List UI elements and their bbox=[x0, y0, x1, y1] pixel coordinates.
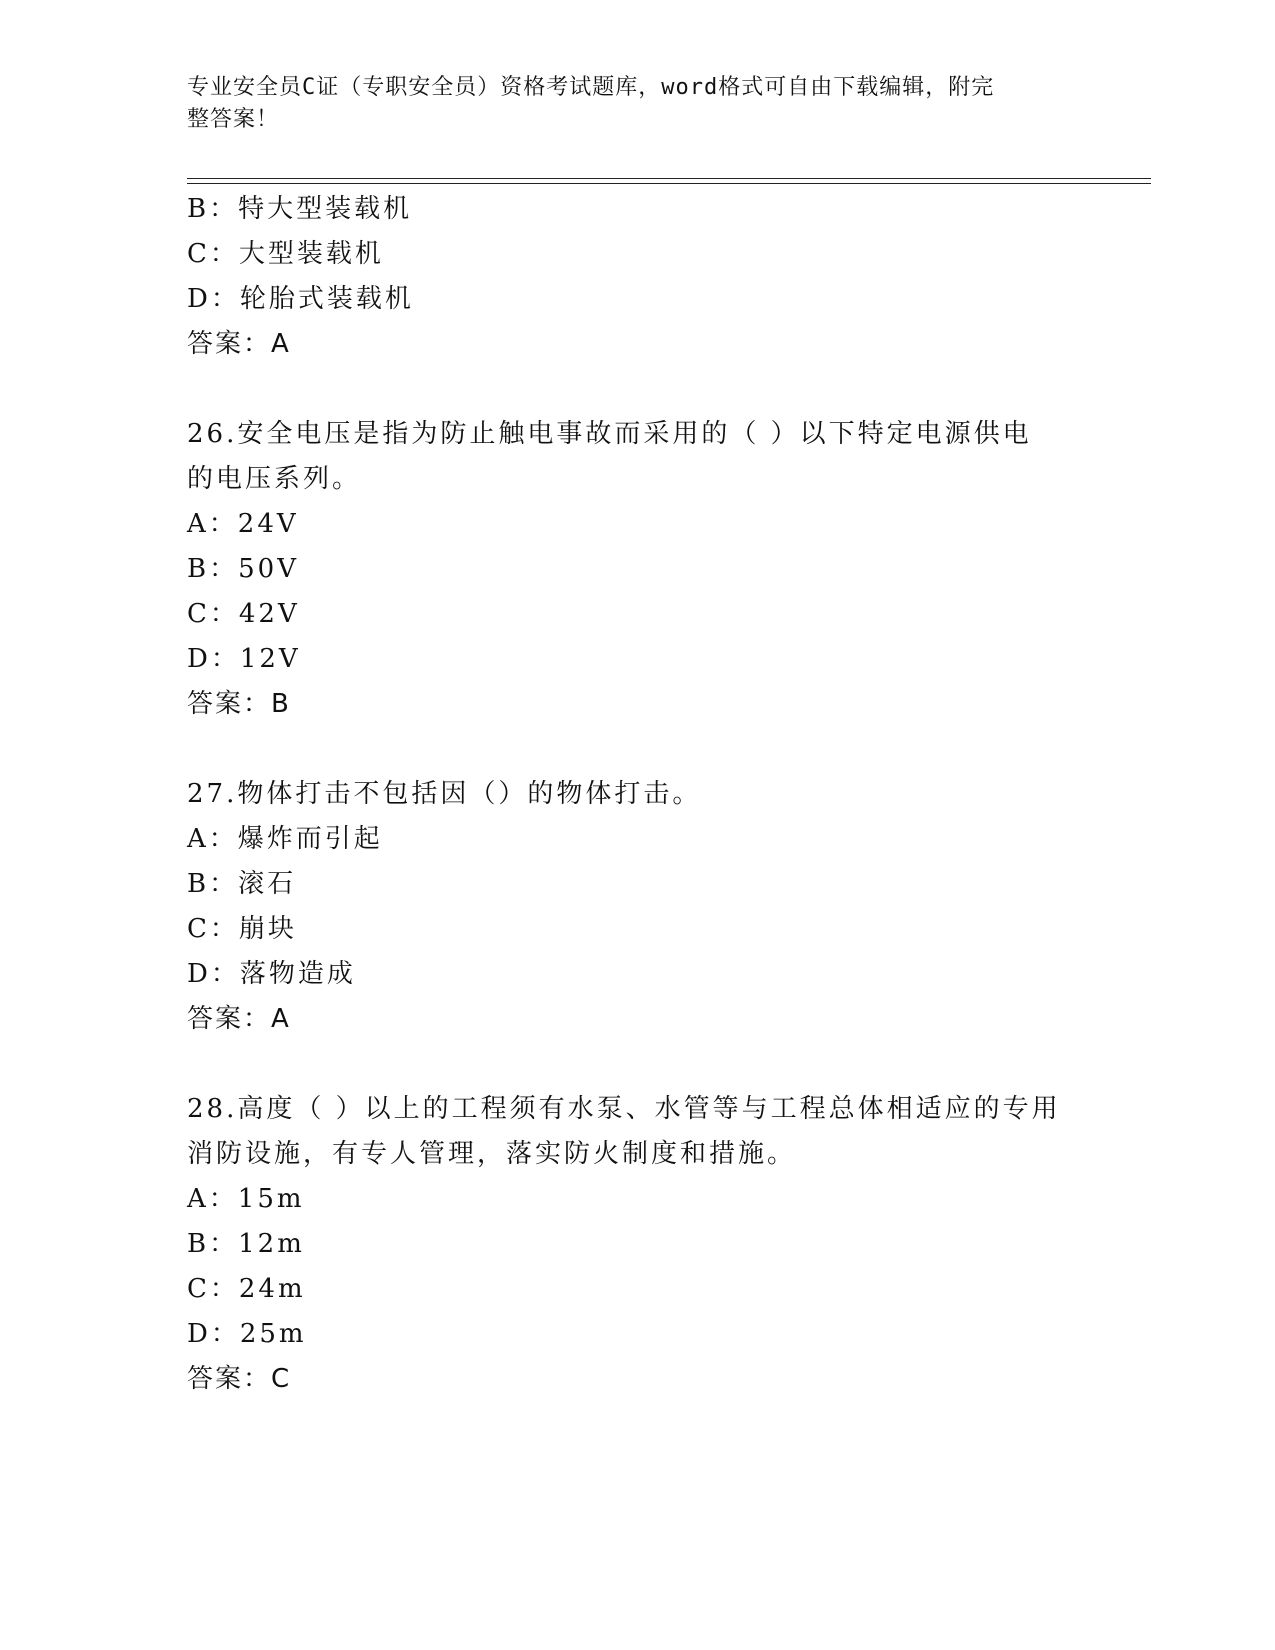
q26-answer: 答案：B bbox=[187, 689, 291, 719]
q26-option-c: C：42V bbox=[187, 599, 300, 629]
q28-option-b: B：12m bbox=[187, 1229, 305, 1259]
q28-option-d: D：25m bbox=[187, 1319, 307, 1349]
document-header bbox=[187, 72, 1067, 136]
q27-option-a: A：爆炸而引起 bbox=[187, 824, 383, 854]
q28-stem-line-1: 28.高度（ ）以上的工程须有水泵、水管等与工程总体相适应的专用 bbox=[187, 1094, 1061, 1124]
header-divider-top bbox=[187, 178, 1151, 179]
q28-stem-line-2: 消防设施，有专人管理，落实防火制度和措施。 bbox=[187, 1139, 797, 1169]
q26-option-a: A：24V bbox=[187, 509, 299, 539]
q28-option-a: A：15m bbox=[187, 1184, 305, 1214]
q26-option-d: D：12V bbox=[187, 644, 301, 674]
header-line-2: 整答案！ bbox=[187, 107, 280, 132]
header-divider-bottom bbox=[187, 183, 1151, 184]
q26-stem-line-2: 的电压系列。 bbox=[187, 464, 362, 494]
q28-answer: 答案：C bbox=[187, 1364, 292, 1394]
q25-option-b: B：特大型装载机 bbox=[187, 194, 413, 224]
q27-stem-line-1: 27.物体打击不包括因（）的物体打击。 bbox=[187, 779, 702, 809]
q25-option-d: D：轮胎式装载机 bbox=[187, 284, 414, 314]
q27-answer: 答案：A bbox=[187, 1004, 291, 1034]
q26-stem-line-1: 26.安全电压是指为防止触电事故而采用的（ ）以下特定电源供电 bbox=[187, 419, 1032, 449]
header-line-1: 专业安全员C证（专职安全员）资格考试题库，word格式可自由下载编辑，附完 bbox=[187, 75, 995, 100]
q25-answer: 答案：A bbox=[187, 329, 291, 359]
q27-option-d: D：落物造成 bbox=[187, 959, 356, 989]
q26-option-b: B：50V bbox=[187, 554, 299, 584]
q28-option-c: C：24m bbox=[187, 1274, 306, 1304]
q27-option-c: C：崩块 bbox=[187, 914, 297, 944]
q27-option-b: B：滚石 bbox=[187, 869, 297, 899]
q25-option-c: C：大型装载机 bbox=[187, 239, 384, 269]
